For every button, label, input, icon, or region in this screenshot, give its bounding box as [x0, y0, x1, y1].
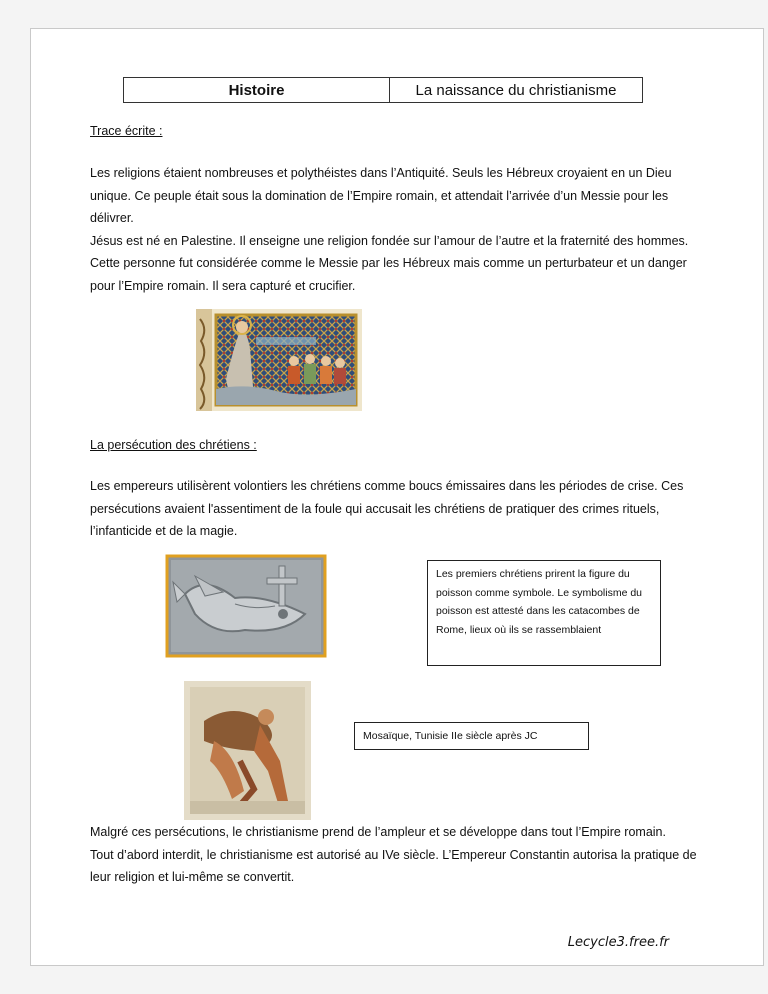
footer-credit: Lecycle3.free.fr	[567, 935, 669, 950]
topic-cell: La naissance du christianisme	[415, 81, 617, 99]
section2-text	[90, 475, 710, 543]
mosaic-image	[184, 681, 311, 820]
paragraph: Tout d’abord interdit, le christianisme est autorisé au IVe siècle. L’Empereur Constantin autorisa la pratique de leur religion et lui-même se convertit.	[90, 847, 697, 884]
medieval-manuscript-image	[196, 309, 362, 411]
mosaic-caption-box: Mosaïque, Tunisie IIe siècle après JC	[354, 722, 589, 750]
section3-text	[90, 821, 710, 889]
fish-caption-box: Les premiers chrétiens prirent la figure du poisson comme symbole. Le symbolisme du poisson est attesté dans les catacombes de Rome, lieux où ils se rassemblaient	[427, 560, 661, 666]
title-table	[123, 77, 643, 103]
subject-cell: Histoire	[124, 78, 390, 102]
paragraph: Malgré ces persécutions, le christianisme prend de l’ampleur et se développe dans tout l’Empire romain.	[90, 825, 666, 839]
trace-ecrite-heading: Trace écrite :	[90, 124, 163, 138]
paragraph: Les empereurs utilisèrent volontiers les chrétiens comme boucs émissaires dans les périodes de crise. Ces persécutions avaient l'assentiment de la foule qui accusait les chrétiens de pratiquer des crimes rituels, l’infanticide et de la magie.	[90, 479, 684, 538]
fish-relief-image	[165, 554, 327, 658]
paragraph: Jésus est né en Palestine. Il enseigne une religion fondée sur l’amour de l’autre et la fraternité des hommes. Cette personne fut considérée comme le Messie par les Hébreux mais comme un perturbateur et un danger pour l’Empire romain. Il sera capturé et crucifier.	[90, 233, 689, 293]
section1-text	[90, 162, 710, 297]
persecution-heading: La persécution des chrétiens :	[90, 438, 257, 452]
document-page	[30, 28, 764, 966]
paragraph: Les religions étaient nombreuses et polythéistes dans l’Antiquité. Seuls les Hébreux croyaient en un Dieu unique. Ce peuple était sous la domination de l’Empire romain, et attendait l’arrivée d’un Messie pour les délivrer.	[90, 166, 672, 225]
